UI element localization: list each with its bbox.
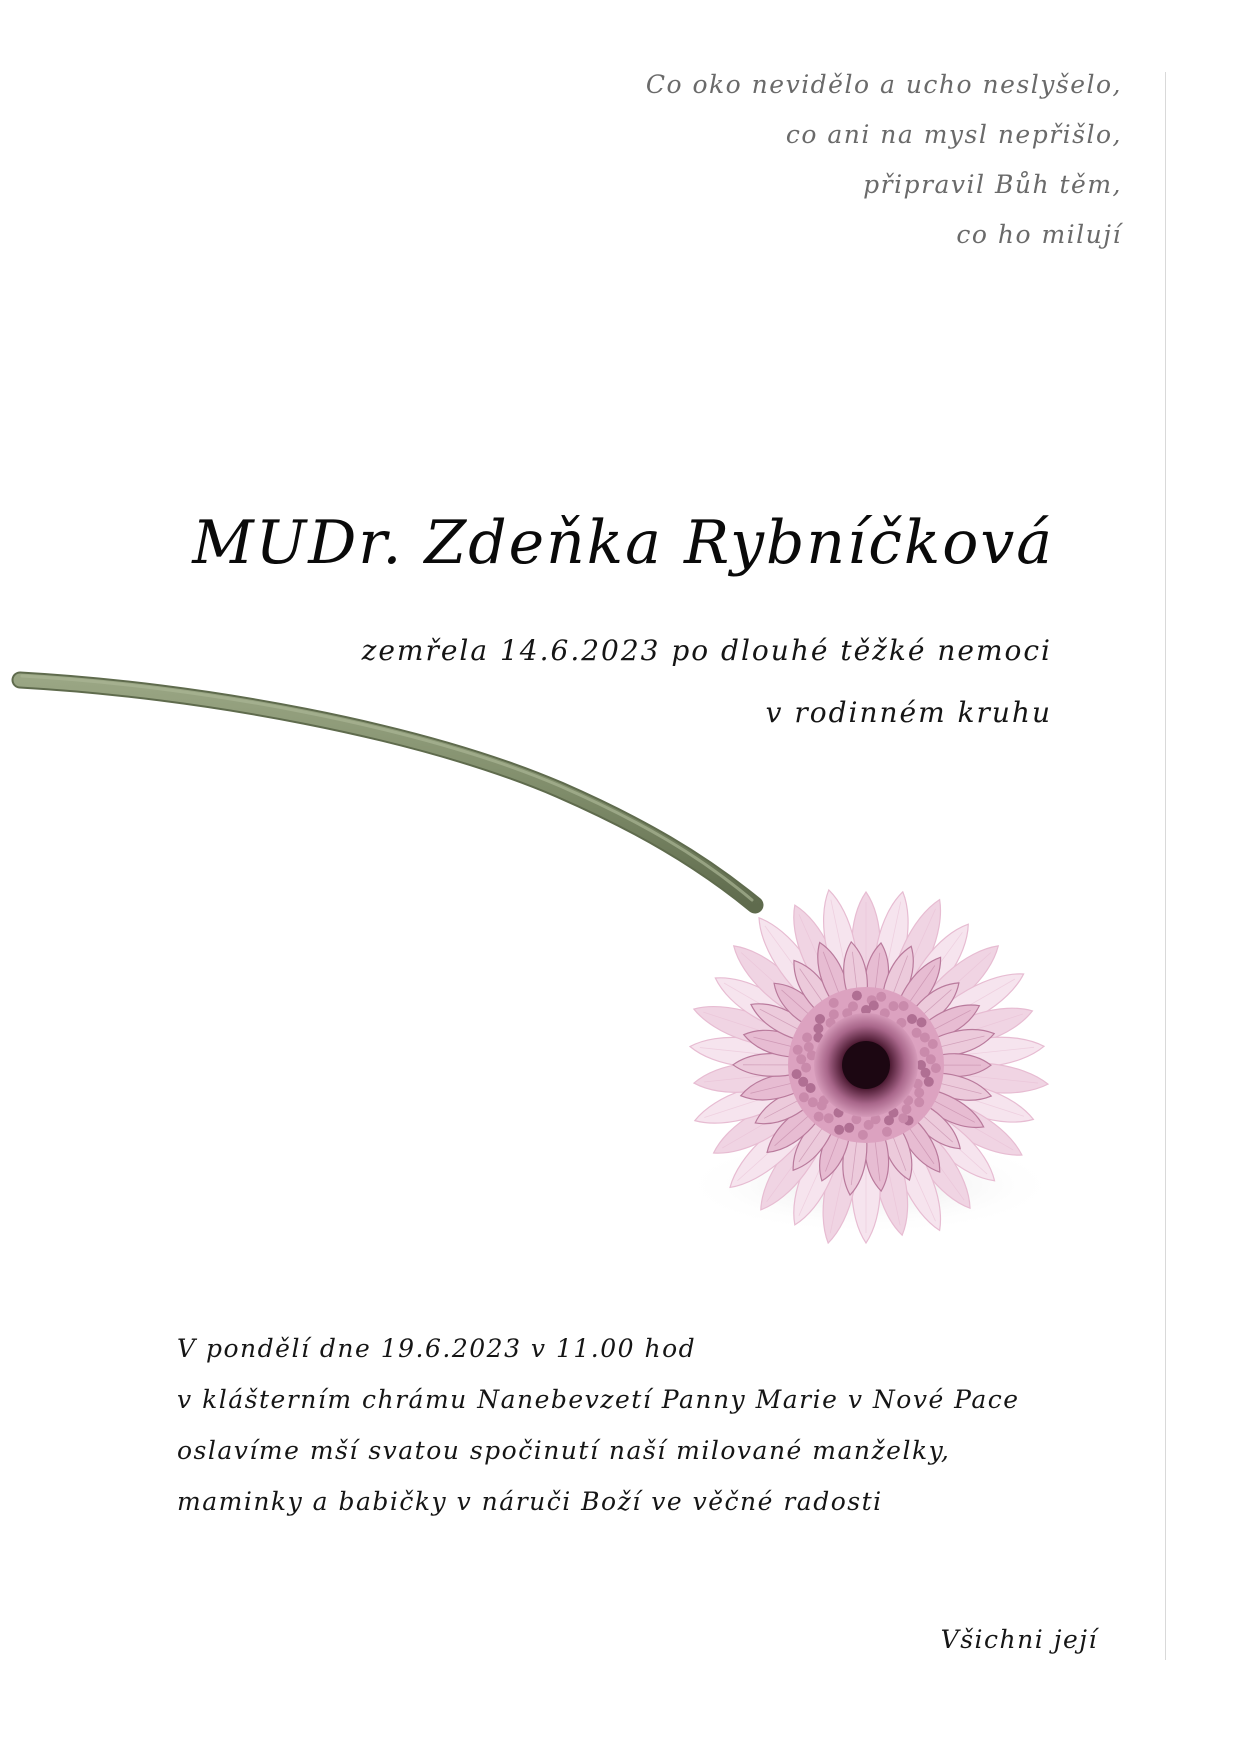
flower-floret (808, 1097, 818, 1107)
signature: Všichni její (940, 1625, 1098, 1654)
flower-floret (799, 1092, 809, 1102)
service-line: oslavíme mší svatou spočinutí naší milované manželky, (177, 1436, 951, 1465)
flower-floret (931, 1063, 941, 1073)
flower-floret (914, 1097, 924, 1107)
flower-floret (884, 1115, 894, 1125)
flower-floret (876, 992, 886, 1002)
flower-floret (804, 1042, 814, 1052)
flower-floret (898, 1113, 908, 1123)
service-line: v klášterním chrámu Nanebevzetí Panny Marie v Nové Pace (177, 1385, 1020, 1414)
flower-floret (858, 1130, 868, 1140)
service-line: maminky a babičky v náruči Boží ve věčné radosti (177, 1487, 883, 1516)
flower-floret (921, 1068, 931, 1078)
flower-floret (796, 1054, 806, 1064)
flower-floret (928, 1039, 938, 1049)
flower-floret (889, 1001, 899, 1011)
flower-floret (814, 1112, 824, 1122)
flower-floret (802, 1033, 812, 1043)
flower-floret (813, 1024, 823, 1034)
right-margin-rule (1165, 72, 1166, 1660)
flower-floret (824, 1113, 834, 1123)
flower-floret (902, 1104, 912, 1114)
motto-line: co ho milují (956, 220, 1122, 249)
motto-verse (646, 60, 1122, 260)
flower-center (788, 987, 944, 1143)
flower-floret (920, 1033, 930, 1043)
flower-floret (793, 1045, 803, 1055)
flower-floret (848, 1001, 858, 1011)
flower-floret (917, 1017, 927, 1027)
motto-line: připravil Bůh těm, (863, 170, 1122, 199)
flower-floret (798, 1077, 808, 1087)
flower-floret (882, 1127, 892, 1137)
deceased-name: MUDr. Zdeňka Rybníčková (192, 508, 1054, 578)
flower-floret (899, 1001, 909, 1011)
flower-floret (815, 1014, 825, 1024)
flower-floret (834, 1125, 844, 1135)
flower-floret (864, 1120, 874, 1130)
flower-floret (907, 1014, 917, 1024)
flower-floret (829, 1009, 839, 1019)
flower-floret (792, 1069, 802, 1079)
service-line: V pondělí dne 19.6.2023 v 11.00 hod (177, 1334, 697, 1363)
flower-floret (924, 1077, 934, 1087)
motto-line: co ani na mysl nepřišlo, (785, 120, 1122, 149)
flower-floret (844, 1123, 854, 1133)
flower-stem (20, 676, 755, 905)
flower-floret (914, 1088, 924, 1098)
funeral-service-details (177, 1323, 1020, 1527)
flower-floret (852, 991, 862, 1001)
flower-floret (869, 1001, 879, 1011)
gerbera-flower-illustration (0, 640, 1100, 1280)
flower-floret (926, 1054, 936, 1064)
death-notice-line: v rodinném kruhu (765, 696, 1052, 729)
death-notice-line: zemřela 14.6.2023 po dlouhé těžké nemoci (361, 634, 1052, 667)
flower-floret (829, 998, 839, 1008)
motto-line: Co oko nevidělo a ucho neslyšelo, (645, 70, 1122, 99)
